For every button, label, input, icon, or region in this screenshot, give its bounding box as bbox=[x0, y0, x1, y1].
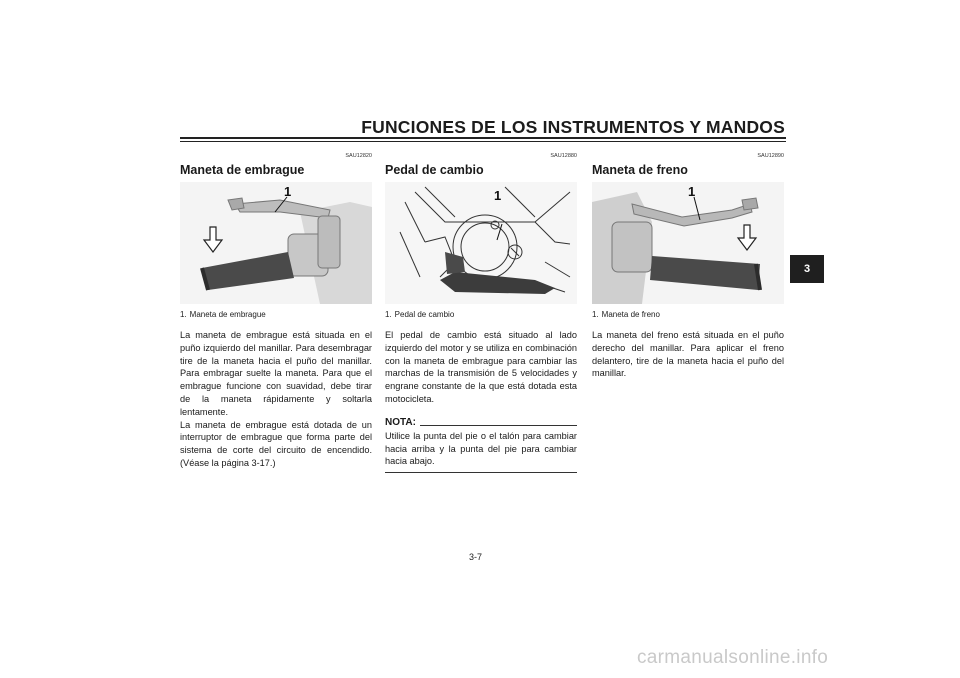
brake-lever-illustration bbox=[592, 182, 784, 304]
figure-caption bbox=[180, 310, 372, 319]
caption-number: 1. bbox=[385, 310, 392, 319]
figure-callout: 1 bbox=[284, 184, 292, 199]
header-rule bbox=[180, 137, 786, 142]
figure-callout: 1 bbox=[688, 184, 696, 199]
body-paragraph: El pedal de cambio está situado al lado izquierdo del motor y se utiliza en combinación con la maneta de embrague para cambiar las marchas de la transmisión de 5 velocidades y engrane constante de la que está dotada esta motocicleta. bbox=[385, 330, 577, 404]
body-paragraph: La maneta de embrague está situada en el puño izquierdo del manillar. Para desembragar tire de la maneta hacia el puño del manillar. Para embragar suelte la maneta. Para que el embrague funcione con suavidad, debe tirar de la maneta rápidamente y soltarla lentamente. bbox=[180, 330, 372, 417]
section-code: SAU12880 bbox=[550, 153, 577, 159]
caption-text: Maneta de embrague bbox=[189, 310, 266, 319]
shift-pedal-illustration bbox=[385, 182, 577, 304]
section-clutch-lever bbox=[180, 153, 372, 470]
note-text: Utilice la punta del pie o el talón para cambiar hacia arriba y la punta del pie para cambiar hacia abajo. bbox=[385, 430, 577, 467]
page-number: 3-7 bbox=[469, 552, 483, 562]
section-code: SAU12820 bbox=[345, 153, 372, 159]
section-brake-lever bbox=[592, 153, 784, 380]
section-title: Maneta de freno bbox=[592, 163, 688, 177]
note-end-divider bbox=[385, 472, 577, 473]
figure-callout: 1 bbox=[494, 188, 502, 203]
chapter-tab[interactable]: 3 bbox=[790, 255, 824, 283]
body-paragraph: La maneta del freno está situada en el puño derecho del manillar. Para aplicar el freno delantero, tire de la maneta hacia el puño del manillar. bbox=[592, 330, 784, 379]
watermark: carmanualsonline.info bbox=[637, 647, 829, 668]
caption-text: Maneta de freno bbox=[601, 310, 660, 319]
caption-number: 1. bbox=[180, 310, 187, 319]
note-divider bbox=[420, 425, 577, 426]
note-label: NOTA: bbox=[385, 416, 416, 428]
page-header-title: FUNCIONES DE LOS INSTRUMENTOS Y MANDOS bbox=[361, 117, 785, 137]
caption-text: Pedal de cambio bbox=[394, 310, 455, 319]
section-title: Pedal de cambio bbox=[385, 163, 484, 177]
figure-caption bbox=[592, 310, 784, 319]
section-code: SAU12890 bbox=[757, 153, 784, 159]
shift-pedal-figure bbox=[385, 182, 577, 304]
figure-caption bbox=[385, 310, 577, 319]
clutch-lever-figure bbox=[180, 182, 372, 304]
section-title: Maneta de embrague bbox=[180, 163, 305, 177]
section-shift-pedal bbox=[385, 153, 577, 473]
note-header bbox=[385, 417, 577, 428]
clutch-lever-illustration bbox=[180, 182, 372, 304]
body-paragraph: La maneta de embrague está dotada de un interruptor de embrague que forma parte del sistema de corte del circuito de encendido. (Véase la página 3-17.) bbox=[180, 419, 372, 468]
brake-lever-figure bbox=[592, 182, 784, 304]
caption-number: 1. bbox=[592, 310, 599, 319]
